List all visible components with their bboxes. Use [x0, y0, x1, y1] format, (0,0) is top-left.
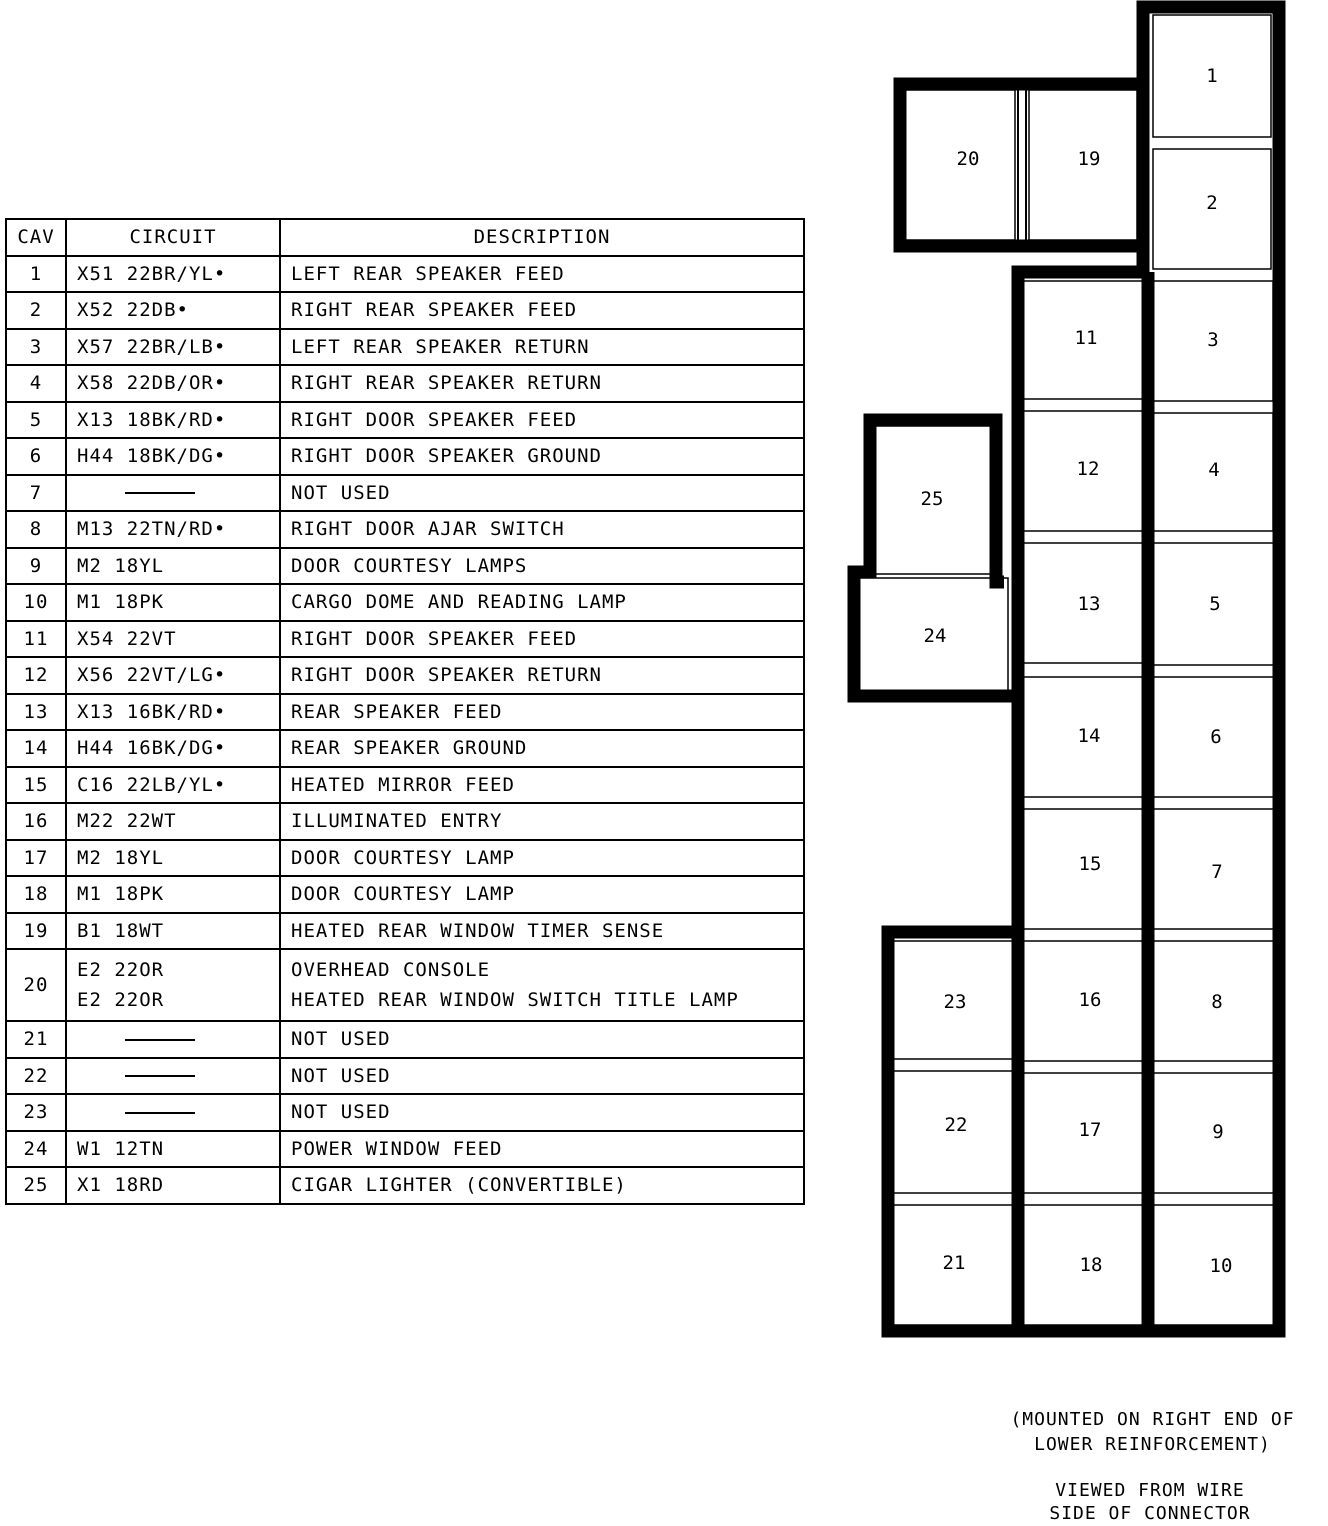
cell-circuit-line: E2 22OR [77, 989, 165, 1011]
cell-circuit: X56 22VT/LG• [66, 657, 280, 694]
cell-description: LEFT REAR SPEAKER RETURN [280, 329, 804, 366]
cell-cav: 6 [6, 438, 66, 475]
cell-description: CIGAR LIGHTER (CONVERTIBLE) [280, 1167, 804, 1204]
cavity-block-side [858, 426, 1008, 694]
cell-circuit: X52 22DB• [66, 292, 280, 329]
cavity-label-22: 22 [944, 1114, 968, 1136]
view-note-line2: SIDE OF CONNECTOR [1049, 1503, 1251, 1524]
cell-cav: 13 [6, 694, 66, 731]
cavity-label-4: 4 [1208, 459, 1220, 481]
cell-cav: 12 [6, 657, 66, 694]
cell-cav: 25 [6, 1167, 66, 1204]
mounting-note-line1: (MOUNTED ON RIGHT END OF [1010, 1409, 1295, 1430]
cell-description: NOT USED [280, 1058, 804, 1095]
cell-description: DOOR COURTESY LAMP [280, 876, 804, 913]
header-cav: CAV [6, 219, 66, 256]
cell-cav: 14 [6, 730, 66, 767]
view-note [1010, 1480, 1290, 1524]
cavity-label-24: 24 [923, 625, 947, 647]
cell-cav: 16 [6, 803, 66, 840]
cell-circuit: M1 18PK [66, 876, 280, 913]
cell-cav: 4 [6, 365, 66, 402]
cell-cav: 22 [6, 1058, 66, 1095]
cavity-label-20: 20 [956, 148, 980, 170]
cavity-label-25: 25 [920, 488, 944, 510]
cell-cav: 7 [6, 475, 66, 512]
cell-cav: 1 [6, 256, 66, 293]
cavity-label-6: 6 [1210, 726, 1222, 748]
header-description: DESCRIPTION [280, 219, 804, 256]
cell-circuit-line: E2 22OR [77, 959, 165, 981]
cell-description: NOT USED [280, 475, 804, 512]
cell-description: RIGHT DOOR SPEAKER FEED [280, 402, 804, 439]
cell-circuit: M13 22TN/RD• [66, 511, 280, 548]
cavity-label-16: 16 [1078, 989, 1102, 1011]
cell-cav: 3 [6, 329, 66, 366]
cell-circuit: X1 18RD [66, 1167, 280, 1204]
cavity-label-1: 1 [1206, 65, 1218, 87]
cell-circuit: X13 16BK/RD• [66, 694, 280, 731]
cell-circuit: X57 22BR/LB• [66, 329, 280, 366]
cavity-label-18: 18 [1079, 1254, 1103, 1276]
cavity-label-19: 19 [1077, 148, 1101, 170]
cell-description-line: OVERHEAD CONSOLE [291, 959, 491, 981]
cell-description: RIGHT DOOR SPEAKER FEED [280, 621, 804, 658]
cell-description: ILLUMINATED ENTRY [280, 803, 804, 840]
cavity-label-2: 2 [1206, 192, 1218, 214]
cell-cav: 10 [6, 584, 66, 621]
cell-circuit: X51 22BR/YL• [66, 256, 280, 293]
cavity-label-12: 12 [1076, 458, 1100, 480]
cell-cav: 20 [6, 949, 66, 1021]
cavity-label-23: 23 [943, 991, 967, 1013]
cavity-label-17: 17 [1078, 1119, 1102, 1141]
cell-description: DOOR COURTESY LAMP [280, 840, 804, 877]
cell-description: POWER WINDOW FEED [280, 1131, 804, 1168]
cavity-label-7: 7 [1211, 861, 1223, 883]
cell-cav: 19 [6, 913, 66, 950]
cell-circuit: B1 18WT [66, 913, 280, 950]
cell-circuit: M1 18PK [66, 584, 280, 621]
cavity-label-11: 11 [1074, 327, 1098, 349]
cell-description: LEFT REAR SPEAKER FEED [280, 256, 804, 293]
cell-circuit: M2 18YL [66, 548, 280, 585]
cavity-label-14: 14 [1077, 725, 1101, 747]
cavity-label-21: 21 [942, 1252, 966, 1274]
header-circuit: CIRCUIT [66, 219, 280, 256]
cell-cav: 11 [6, 621, 66, 658]
cavity-label-3: 3 [1207, 329, 1219, 351]
cell-cav: 8 [6, 511, 66, 548]
cell-description: REAR SPEAKER GROUND [280, 730, 804, 767]
cell-circuit: X58 22DB/OR• [66, 365, 280, 402]
cell-cav: 2 [6, 292, 66, 329]
mounting-note-line2: LOWER REINFORCEMENT) [1034, 1434, 1271, 1455]
cell-cav: 5 [6, 402, 66, 439]
cell-description: DOOR COURTESY LAMPS [280, 548, 804, 585]
cell-circuit: X13 18BK/RD• [66, 402, 280, 439]
view-note-line1: VIEWED FROM WIRE [1055, 1480, 1245, 1501]
cell-circuit: M2 18YL [66, 840, 280, 877]
cell-circuit: C16 22LB/YL• [66, 767, 280, 804]
cavity-block-top [903, 88, 1137, 244]
cell-description: CARGO DOME AND READING LAMP [280, 584, 804, 621]
cell-description: RIGHT REAR SPEAKER FEED [280, 292, 804, 329]
cell-circuit: M22 22WT [66, 803, 280, 840]
cell-cav: 21 [6, 1021, 66, 1058]
cavity-label-15: 15 [1078, 853, 1102, 875]
cell-description: RIGHT DOOR AJAR SWITCH [280, 511, 804, 548]
cavity-label-9: 9 [1212, 1121, 1224, 1143]
cell-description: HEATED REAR WINDOW TIMER SENSE [280, 913, 804, 950]
cell-description: NOT USED [280, 1021, 804, 1058]
cell-description: REAR SPEAKER FEED [280, 694, 804, 731]
cell-cav: 18 [6, 876, 66, 913]
cell-circuit: H44 16BK/DG• [66, 730, 280, 767]
cavity-label-10: 10 [1209, 1255, 1233, 1277]
cell-circuit: W1 12TN [66, 1131, 280, 1168]
cavity-label-5: 5 [1209, 593, 1221, 615]
cell-description-line: HEATED REAR WINDOW SWITCH TITLE LAMP [291, 989, 739, 1011]
cell-circuit: X54 22VT [66, 621, 280, 658]
cavity-label-8: 8 [1211, 991, 1223, 1013]
cavity-label-13: 13 [1077, 593, 1101, 615]
cell-description: NOT USED [280, 1094, 804, 1131]
cell-cav: 9 [6, 548, 66, 585]
cell-cav: 24 [6, 1131, 66, 1168]
cell-description: RIGHT DOOR SPEAKER GROUND [280, 438, 804, 475]
cell-description: RIGHT DOOR SPEAKER RETURN [280, 657, 804, 694]
cell-cav: 15 [6, 767, 66, 804]
cell-description: HEATED MIRROR FEED [280, 767, 804, 804]
cell-circuit: H44 18BK/DG• [66, 438, 280, 475]
cell-description: RIGHT REAR SPEAKER RETURN [280, 365, 804, 402]
mounting-note [990, 1409, 1315, 1455]
cell-cav: 23 [6, 1094, 66, 1131]
cavity-column-middle [1023, 281, 1147, 1325]
cell-cav: 17 [6, 840, 66, 877]
